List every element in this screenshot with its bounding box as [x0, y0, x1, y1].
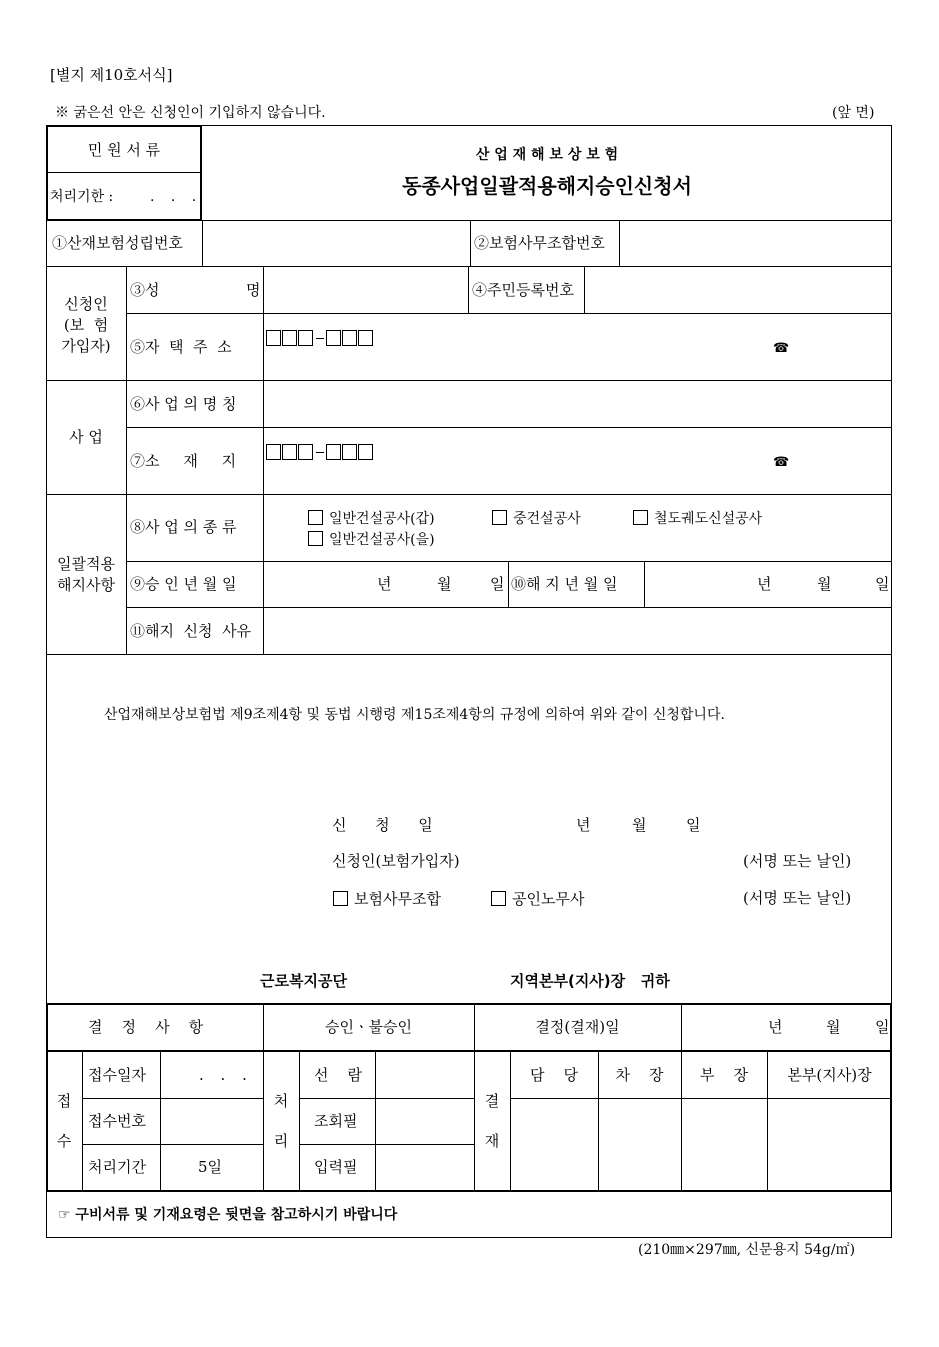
approval-year: 년: [377, 575, 392, 593]
approver-manager: 부 장: [699, 1066, 749, 1084]
approval-status: 승인ㆍ불승인: [325, 1018, 412, 1036]
cancel-reason-label: ⑪해지 신청 사유: [130, 622, 252, 640]
processing-period-value: 5일: [198, 1158, 223, 1176]
inquiry-label: 조회필: [314, 1112, 358, 1130]
phone-icon: ☎: [773, 341, 790, 356]
document-type-label: 민 원 서 류: [87, 141, 161, 159]
resident-number-label: ④주민등록번호: [472, 281, 574, 299]
page-side-label: (앞 면): [832, 105, 875, 121]
checkbox-icon[interactable]: [633, 510, 648, 525]
approval-label: 결: [484, 1092, 500, 1110]
name-label: ③성: [130, 281, 160, 299]
approval-day: 일: [490, 575, 505, 593]
option-heavy[interactable]: 중건설공사: [492, 510, 581, 526]
addressee-org: 근로복지공단: [260, 972, 347, 990]
process-label-2: 리: [273, 1132, 289, 1150]
receipt-label-2: 수: [56, 1132, 72, 1150]
business-name-label: ⑥사 업 의 명 칭: [130, 395, 237, 413]
deadline-value: . . .: [150, 189, 203, 205]
approval-date-label: ⑨승 인 년 월 일: [130, 575, 237, 593]
business-type-label: ⑧사 업 의 종 류: [130, 518, 237, 536]
decision-month: 월: [826, 1018, 841, 1036]
insurance-number-field[interactable]: [204, 222, 468, 265]
cancel-reason-field[interactable]: [265, 609, 890, 653]
apply-month: 월: [632, 816, 647, 834]
apply-year: 년: [576, 816, 591, 834]
option-railway[interactable]: 철도궤도신설공사: [633, 510, 762, 526]
declaration-text: 산업재해보상보험법 제9조제4항 및 동법 시행령 제15조제4항의 규정에 의하여 위와 같이 신청합니다.: [104, 707, 725, 723]
applicant-group-label-3: 가입자): [61, 337, 111, 355]
option-insurance-agency[interactable]: 보험사무조합: [333, 891, 441, 907]
decision-year: 년: [768, 1018, 783, 1036]
apply-day: 일: [686, 816, 701, 834]
applicant-group-label: 신청인: [64, 295, 108, 313]
approver-branch-head: 본부(지사)장: [787, 1066, 872, 1084]
cancellation-group-label-2: 해지사항: [57, 576, 115, 594]
receipt-number-label: 접수번호: [88, 1112, 146, 1130]
business-group-label: 사 업: [69, 428, 103, 446]
name-field[interactable]: [265, 268, 467, 312]
input-label: 입력필: [314, 1158, 358, 1176]
receipt-label: 접: [56, 1092, 72, 1110]
document-type-box: [46, 125, 202, 221]
business-location-label: ⑦소 재 지: [130, 452, 237, 470]
checkbox-icon[interactable]: [492, 510, 507, 525]
checkbox-icon[interactable]: [308, 510, 323, 525]
name-label-end: 명: [246, 281, 261, 299]
decision-day: 일: [875, 1018, 890, 1036]
apply-date-label: 신 청 일: [332, 816, 433, 834]
approval-month: 월: [437, 575, 452, 593]
approver-deputy: 차 장: [615, 1066, 664, 1084]
cancel-year: 년: [757, 575, 772, 593]
form-subtitle: 산 업 재 해 보 상 보 험: [475, 147, 619, 163]
notice-text: ※ 굵은선 안은 신청인이 기입하지 않습니다.: [55, 105, 326, 121]
option-general-b[interactable]: 일반건설공사(을): [308, 531, 435, 547]
approver-staff: 담 당: [529, 1066, 579, 1084]
cancel-day: 일: [875, 575, 890, 593]
approval-label-2: 재: [484, 1132, 500, 1150]
decision-date-label: 결정(결재)일: [535, 1018, 620, 1036]
deadline-label: 처리기한 :: [50, 189, 114, 205]
decision-label: 결 정 사 항: [88, 1018, 204, 1036]
agency-number-label: ②보험사무조합번호: [474, 234, 605, 252]
option-general-a[interactable]: 일반건설공사(갑): [308, 510, 435, 526]
agency-number-field[interactable]: [621, 222, 890, 265]
form-number: [별지 제10호서식]: [50, 66, 173, 84]
home-address-label: ⑤자 택 주 소: [130, 338, 232, 356]
cancellation-group-label: 일괄적용: [57, 555, 115, 573]
receipt-date-label: 접수일자: [88, 1066, 146, 1084]
footer-note: ☞ 구비서류 및 기재요령은 뒷면을 참고하시기 바랍니다: [58, 1207, 398, 1223]
cancel-month: 월: [817, 575, 832, 593]
business-postal-code[interactable]: [266, 444, 374, 460]
home-postal-code[interactable]: [266, 330, 374, 346]
checkbox-icon[interactable]: [308, 531, 323, 546]
process-label: 처: [273, 1092, 289, 1110]
applicant-group-label-2: (보 험: [63, 316, 109, 334]
receipt-date-value: . . .: [199, 1066, 253, 1084]
signature-note-2: (서명 또는 날인): [743, 889, 852, 907]
resident-number-field[interactable]: [586, 268, 890, 312]
signature-note: (서명 또는 날인): [743, 852, 852, 870]
cancel-date-label: ⑩해 지 년 월 일: [511, 575, 618, 593]
business-name-field[interactable]: [265, 382, 890, 426]
checkbox-icon[interactable]: [333, 891, 348, 906]
applicant-sign-label: 신청인(보험가입자): [332, 852, 460, 870]
phone-icon: ☎: [773, 455, 790, 470]
insurance-number-label: ①산재보험성립번호: [52, 234, 183, 252]
checkbox-icon[interactable]: [491, 891, 506, 906]
processing-period-label: 처리기간: [88, 1158, 146, 1176]
paper-spec: (210㎜×297㎜, 신문용지 54g/㎡): [638, 1242, 856, 1258]
addressee-branch: 지역본부(지사)장 귀하: [510, 972, 670, 990]
form-title: 동종사업일괄적용해지승인신청서: [402, 174, 692, 198]
review-label: 선 람: [314, 1066, 363, 1084]
option-labor-attorney[interactable]: 공인노무사: [491, 891, 584, 907]
